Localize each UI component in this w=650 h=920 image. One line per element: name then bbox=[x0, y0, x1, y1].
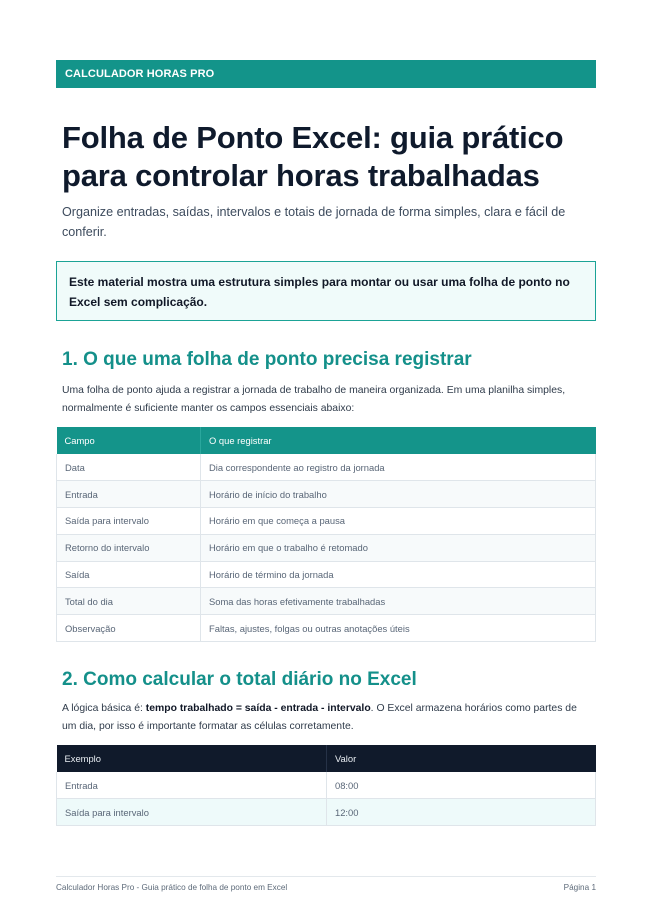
table-row bbox=[57, 534, 596, 561]
table-header-cell: Valor bbox=[327, 745, 596, 772]
table-cell: 08:00 bbox=[327, 772, 596, 799]
page-title: Folha de Ponto Excel: guia prático para controlar horas trabalhadas bbox=[62, 120, 564, 193]
table-cell: Dia correspondente ao registro da jornada bbox=[201, 454, 596, 481]
table-cell: Horário de término da jornada bbox=[201, 561, 596, 588]
table-cell: 12:00 bbox=[327, 799, 596, 826]
table-header-cell: Campo bbox=[57, 427, 201, 454]
example-table bbox=[56, 745, 596, 826]
table-row bbox=[57, 615, 596, 642]
table-row bbox=[57, 481, 596, 508]
table-cell: Saída bbox=[57, 561, 201, 588]
table-cell: Horário de início do trabalho bbox=[201, 481, 596, 508]
table-row bbox=[57, 799, 596, 826]
section-1-text: Uma folha de ponto ajuda a registrar a jornada de trabalho de maneira organizada. Em uma planilha simples, normalmente é suficiente manter os campos essenciais abaixo: bbox=[62, 385, 566, 414]
table-cell: Saída para intervalo bbox=[57, 508, 201, 535]
table-cell: Horário em que começa a pausa bbox=[201, 508, 596, 535]
table-cell: Faltas, ajustes, folgas ou outras anotações úteis bbox=[201, 615, 596, 642]
table-cell: Horário em que o trabalho é retomado bbox=[201, 534, 596, 561]
table-header-row bbox=[57, 745, 596, 772]
footer-divider bbox=[56, 876, 596, 877]
formula-text: tempo trabalhado = saída - entrada - intervalo bbox=[145, 703, 371, 714]
section-1-title: 1. O que uma folha de ponto precisa registrar bbox=[62, 349, 472, 370]
table-row bbox=[57, 508, 596, 535]
section-2-text-suffix: . O Excel armazena horários como partes de um dia, por isso é importante formatar as células corretamente. bbox=[62, 703, 577, 732]
table-header-row bbox=[57, 427, 596, 454]
fields-table bbox=[56, 427, 596, 642]
callout-text: Este material mostra uma estrutura simples para montar ou usar uma folha de ponto no Excel sem complicação. bbox=[69, 275, 570, 309]
table-row bbox=[57, 454, 596, 481]
table-header-cell: O que registrar bbox=[201, 427, 596, 454]
page-subtitle: Organize entradas, saídas, intervalos e totais de jornada de forma simples, clara e fácil de conferir. bbox=[62, 205, 566, 239]
footer-page-number: Página 1 bbox=[563, 883, 596, 892]
info-callout bbox=[56, 261, 596, 321]
table-row bbox=[57, 561, 596, 588]
table-cell: Entrada bbox=[57, 772, 327, 799]
section-2-title: 2. Como calcular o total diário no Excel bbox=[62, 669, 417, 690]
table-cell: Data bbox=[57, 454, 201, 481]
footer-document-title: Calculador Horas Pro - Guia prático de folha de ponto em Excel bbox=[56, 883, 288, 892]
brand-label: CALCULADOR HORAS PRO bbox=[65, 68, 215, 80]
brand-header-bar bbox=[56, 60, 596, 88]
table-cell: Soma das horas efetivamente trabalhadas bbox=[201, 588, 596, 615]
section-2-text bbox=[62, 700, 592, 736]
table-cell: Entrada bbox=[57, 481, 201, 508]
table-cell: Observação bbox=[57, 615, 201, 642]
table-cell: Saída para intervalo bbox=[57, 799, 327, 826]
table-row bbox=[57, 772, 596, 799]
table-cell: Total do dia bbox=[57, 588, 201, 615]
section-2-text-prefix: A lógica básica é: bbox=[62, 703, 146, 714]
table-header-cell: Exemplo bbox=[57, 745, 327, 772]
table-cell: Retorno do intervalo bbox=[57, 534, 201, 561]
table-row bbox=[57, 588, 596, 615]
